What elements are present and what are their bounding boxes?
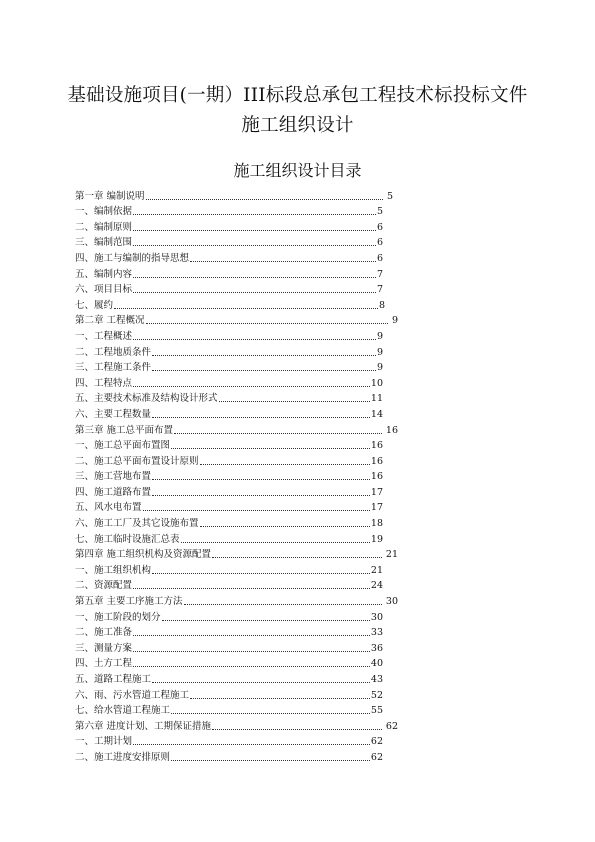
toc-dot-leader	[174, 433, 382, 434]
table-of-contents	[75, 187, 405, 764]
toc-entry[interactable]	[75, 608, 383, 624]
toc-entry[interactable]	[75, 390, 383, 406]
toc-dot-leader	[200, 526, 370, 527]
toc-entry[interactable]	[75, 686, 383, 702]
toc-entry[interactable]	[75, 405, 383, 421]
document-title: 基础设施项目(一期）III标段总承包工程技术标投标文件	[67, 85, 528, 106]
toc-entry-label: 二、编制原则	[75, 221, 133, 233]
toc-dot-leader	[212, 729, 382, 730]
toc-dot-leader	[212, 557, 382, 558]
toc-entry-label: 七、施工临时设施汇总表	[75, 533, 180, 545]
toc-dot-leader	[133, 666, 370, 667]
toc-entry-label: 一、工程概述	[75, 330, 133, 342]
toc-page-number: 9	[376, 346, 383, 358]
toc-page-number: 55	[370, 705, 383, 717]
toc-page-number: 16	[385, 424, 398, 436]
toc-chapter-entry[interactable]	[75, 717, 398, 733]
toc-entry[interactable]	[75, 748, 383, 764]
toc-chapter-entry[interactable]	[75, 592, 398, 608]
toc-page-number: 21	[370, 564, 383, 576]
toc-dot-leader	[190, 261, 376, 262]
toc-page-number: 7	[376, 284, 383, 296]
toc-page-number: 6	[376, 237, 383, 249]
toc-entry[interactable]	[75, 437, 383, 453]
toc-page-number: 36	[370, 642, 383, 654]
toc-entry-label: 七、给水管道工程施工	[75, 705, 171, 717]
toc-entry[interactable]	[75, 624, 383, 640]
toc-entry-label: 二、资源配置	[75, 580, 133, 592]
toc-entry-label: 六、主要工程数量	[75, 408, 152, 420]
toc-entry[interactable]	[75, 514, 383, 530]
toc-entry-label: 五、道路工程施工	[75, 674, 152, 685]
toc-dot-leader	[152, 495, 370, 496]
toc-entry-label: 二、施工总平面布置设计原则	[75, 455, 199, 467]
toc-entry[interactable]	[75, 561, 383, 577]
toc-entry[interactable]	[75, 639, 383, 655]
toc-dot-leader	[133, 277, 376, 278]
toc-entry[interactable]	[75, 249, 383, 265]
toc-chapter-entry[interactable]	[75, 421, 398, 437]
toc-entry[interactable]	[75, 359, 383, 375]
toc-entry-label: 二、工程地质条件	[75, 346, 152, 358]
toc-dot-leader	[114, 308, 378, 309]
toc-page-number: 9	[376, 330, 383, 342]
toc-chapter-entry[interactable]	[75, 187, 393, 203]
toc-entry-label: 四、施工道路布置	[75, 486, 152, 498]
toc-entry-label: 一、施工阶段的划分	[75, 611, 161, 623]
toc-entry-label: 七、履约	[75, 299, 114, 311]
toc-page-number: 17	[370, 502, 383, 514]
toc-entry-label: 一、编制依据	[75, 206, 133, 218]
toc-entry-label: 五、主要技术标准及结构设计形式	[75, 393, 218, 405]
toc-page-number: 16	[370, 440, 383, 452]
toc-entry-label: 第一章 编制说明	[75, 190, 145, 202]
toc-dot-leader	[133, 245, 376, 246]
toc-entry-label: 第四章 施工组织机构及资源配置	[75, 549, 212, 561]
toc-dot-leader	[184, 604, 382, 605]
toc-dot-leader	[133, 339, 376, 340]
toc-entry-label: 六、施工工厂及其它设施布置	[75, 518, 199, 530]
toc-entry-label: 第二章 工程概况	[75, 315, 145, 327]
toc-page-number: 10	[370, 377, 383, 389]
toc-page-number: 21	[385, 549, 398, 561]
toc-entry[interactable]	[75, 655, 383, 671]
toc-entry-label: 六、雨、污水管道工程施工	[75, 689, 190, 701]
toc-dot-leader	[133, 744, 370, 745]
toc-dot-leader	[171, 713, 370, 714]
toc-dot-leader	[152, 417, 370, 418]
toc-entry[interactable]	[75, 374, 383, 390]
toc-page-number: 9	[391, 315, 398, 327]
toc-entry[interactable]	[75, 234, 383, 250]
toc-entry[interactable]	[75, 702, 383, 718]
toc-dot-leader	[171, 760, 370, 761]
toc-entry-label: 五、编制内容	[75, 268, 133, 280]
toc-page-number: 52	[370, 689, 383, 701]
toc-dot-leader	[152, 370, 376, 371]
toc-page-number: 9	[376, 362, 383, 374]
toc-dot-leader	[152, 479, 370, 480]
toc-entry-label: 二、施工准备	[75, 627, 133, 639]
toc-page-number: 18	[370, 518, 383, 530]
toc-page-number: 43	[370, 674, 383, 685]
toc-entry-label: 一、施工组织机构	[75, 564, 152, 576]
toc-dot-leader	[190, 698, 370, 699]
toc-dot-leader	[152, 682, 370, 683]
toc-entry[interactable]	[75, 218, 383, 234]
toc-dot-leader	[133, 292, 376, 293]
toc-page-number: 17	[370, 486, 383, 498]
toc-page-number: 24	[370, 580, 383, 592]
toc-heading: 施工组织设计目录	[233, 161, 362, 180]
toc-page-number: 33	[370, 627, 383, 639]
toc-entry[interactable]	[75, 265, 383, 281]
toc-dot-leader	[219, 401, 370, 402]
toc-entry[interactable]	[75, 203, 383, 219]
toc-entry[interactable]	[75, 670, 383, 686]
toc-page-number: 8	[378, 299, 385, 311]
toc-dot-leader	[181, 542, 370, 543]
toc-entry-label: 第五章 主要工序施工方法	[75, 596, 183, 608]
toc-page-number: 40	[370, 658, 383, 670]
toc-entry-label: 第三章 施工总平面布置	[75, 424, 174, 436]
toc-entry[interactable]	[75, 343, 383, 359]
toc-page-number: 7	[376, 268, 383, 280]
toc-page-number: 62	[370, 751, 383, 763]
toc-dot-leader	[152, 355, 376, 356]
toc-entry[interactable]	[75, 577, 383, 593]
toc-entry[interactable]	[75, 483, 383, 499]
toc-entry[interactable]	[75, 296, 385, 312]
toc-chapter-entry[interactable]	[75, 546, 398, 562]
toc-entry[interactable]	[75, 452, 383, 468]
toc-page-number: 62	[385, 720, 398, 732]
toc-dot-leader	[146, 323, 388, 324]
toc-page-number: 30	[370, 611, 383, 623]
toc-dot-leader	[133, 651, 370, 652]
toc-dot-leader	[162, 620, 370, 621]
toc-dot-leader	[133, 230, 376, 231]
toc-entry-label: 一、施工总平面布置图	[75, 440, 171, 452]
toc-entry[interactable]	[75, 530, 383, 546]
toc-dot-leader	[200, 464, 370, 465]
toc-entry-label: 四、工程特点	[75, 377, 133, 389]
toc-entry-label: 三、工程施工条件	[75, 362, 152, 374]
toc-entry-label: 五、风水电布置	[75, 502, 142, 514]
toc-dot-leader	[152, 573, 370, 574]
toc-page-number: 5	[376, 206, 383, 218]
toc-entry-label: 三、施工营地布置	[75, 471, 152, 483]
toc-dot-leader	[146, 199, 383, 200]
toc-dot-leader	[133, 635, 370, 636]
toc-page-number: 30	[385, 596, 398, 608]
toc-entry-label: 六、项目目标	[75, 284, 133, 296]
toc-dot-leader	[133, 386, 370, 387]
toc-page-number: 62	[370, 736, 383, 748]
toc-page-number: 16	[370, 471, 383, 483]
toc-entry[interactable]	[75, 499, 383, 515]
toc-page-number: 6	[376, 221, 383, 233]
toc-chapter-entry[interactable]	[75, 312, 398, 328]
toc-entry-label: 第六章 进度计划、工期保证措施	[75, 720, 212, 732]
toc-entry-label: 三、编制范围	[75, 237, 133, 249]
toc-entry-label: 四、施工与编制的指导思想	[75, 252, 190, 264]
toc-entry-label: 一、工期计划	[75, 736, 133, 748]
toc-entry[interactable]	[75, 733, 383, 749]
toc-page-number: 19	[370, 533, 383, 545]
toc-entry-label: 四、土方工程	[75, 658, 133, 670]
toc-entry-label: 三、测量方案	[75, 642, 133, 654]
toc-entry[interactable]	[75, 327, 383, 343]
toc-page-number: 16	[370, 455, 383, 467]
toc-dot-leader	[171, 448, 370, 449]
toc-page-number: 11	[370, 393, 383, 405]
toc-dot-leader	[143, 510, 370, 511]
toc-page-number: 5	[386, 190, 393, 202]
toc-entry[interactable]	[75, 468, 383, 484]
toc-entry-label: 二、施工进度安排原则	[75, 751, 171, 763]
toc-dot-leader	[133, 214, 376, 215]
document-subtitle: 施工组织设计	[241, 115, 354, 136]
toc-page-number: 14	[370, 408, 383, 420]
toc-dot-leader	[133, 588, 370, 589]
toc-page-number: 6	[376, 252, 383, 264]
toc-entry[interactable]	[75, 281, 383, 297]
